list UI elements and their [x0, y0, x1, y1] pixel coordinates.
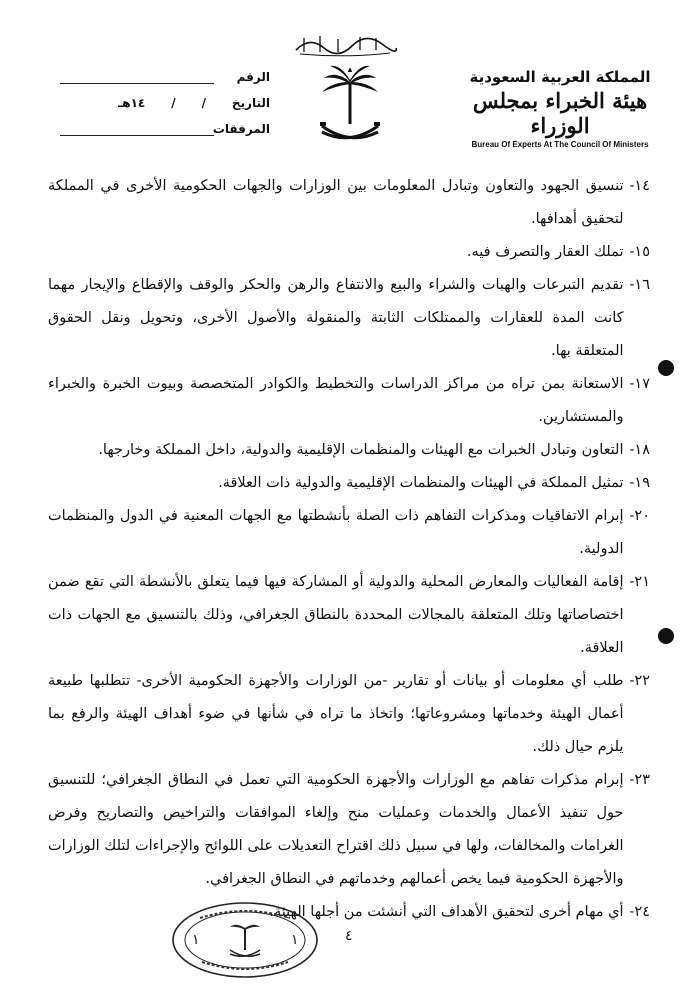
list-item — [48, 368, 650, 434]
date-separator-1: / — [201, 96, 206, 110]
list-item — [48, 896, 650, 929]
attachments-row — [40, 122, 270, 148]
item-number: ١٥- — [629, 244, 650, 260]
item-text: إقامة الفعاليات والمعارض المحلية والدولية أو المشاركة فيها فيما يتعلق بالأنشطة التي تقع ضمن اختصاصاتها وتلك المتعلقة بالمجالات المحددة بالنطاق الجغرافي، وذلك بالتنسيق مع الجهات ذات العلاقة. — [48, 574, 624, 656]
list-item — [48, 467, 650, 500]
attachments-line — [60, 135, 214, 136]
list-item — [48, 665, 650, 764]
item-number: ١٦- — [629, 277, 650, 293]
hole-punch-mark — [658, 360, 674, 376]
list-item — [48, 566, 650, 665]
organization-name: هيئة الخبراء بمجلس الوزراء — [472, 88, 648, 138]
organization-name-english: Bureau Of Experts At The Council Of Ministers — [471, 140, 649, 149]
country-name: المملكة العربية السعودية — [469, 68, 651, 86]
item-number: ٢٠- — [629, 508, 650, 524]
item-text: أي مهام أخرى لتحقيق الأهداف التي أنشئت من أجلها الهيئة. — [269, 904, 624, 920]
item-number: ١٤- — [629, 178, 650, 194]
reference-line — [60, 83, 214, 84]
official-seal-stamp — [170, 900, 320, 980]
svg-text:١: ١ — [192, 932, 200, 948]
palm-swords-emblem-icon — [318, 62, 382, 148]
svg-text:١: ١ — [291, 932, 299, 948]
item-text: تمثيل المملكة في الهيئات والمنظمات الإقليمية والدولية ذات العلاقة. — [218, 475, 624, 491]
list-item — [48, 434, 650, 467]
list-item — [48, 236, 650, 269]
item-text: الاستعانة بمن تراه من مراكز الدراسات والتخطيط والكوادر المتخصصة وبيوت الخبرة والخبراء والمستشارين. — [48, 376, 624, 425]
date-row — [40, 96, 270, 122]
item-text: التعاون وتبادل الخبرات مع الهيئات والمنظمات الإقليمية والدولية، داخل المملكة وخارجها. — [98, 442, 624, 458]
hole-punch-mark — [658, 628, 674, 644]
item-text: تملك العقار والتصرف فيه. — [466, 244, 624, 260]
item-number: ٢٤- — [629, 904, 650, 920]
date-label: التاريخ — [231, 96, 270, 110]
organization-letterhead — [460, 68, 660, 149]
date-separator-2: / — [171, 96, 176, 110]
date-value — [118, 96, 206, 110]
item-number: ١٩- — [629, 475, 650, 491]
document-meta-fields — [40, 70, 270, 148]
item-number: ١٨- — [629, 442, 650, 458]
list-item — [48, 764, 650, 896]
reference-number-row — [40, 70, 270, 96]
item-text: تقديم التبرعات والهبات والشراء والبيع والانتفاع والرهن والحكر والوقف والإقطاع والإيجار مهما كانت المدة للعقارات والممتلكات الثابتة والمنقولة والأصول الأخرى، وتحويل ونقل الحقوق المتعلقة بها. — [48, 277, 624, 359]
item-text: تنسيق الجهود والتعاون وتبادل المعلومات بين الوزارات والجهات الحكومية الأخرى في المملكة لتحقيق أهدافها. — [48, 178, 624, 227]
item-number: ٢٢- — [629, 673, 650, 689]
item-text: طلب أي معلومات أو بيانات أو تقارير -من الوزارات والأجهزة الحكومية الأخرى- تتطلبها طبيعة أعمال الهيئة وخدماتها ومشروعاتها؛ واتخاذ ما تراه في شأنها في ضوء أهداف الهيئة والرفع بما يلزم حيال ذلك. — [48, 673, 624, 755]
list-item — [48, 500, 650, 566]
item-number: ٢١- — [629, 574, 650, 590]
item-text: إبرام مذكرات تفاهم مع الوزارات والأجهزة الحكومية التي تعمل في النطاق الجغرافي؛ للتنسيق حول تنفيذ الأعمال والخدمات وعمليات منح وإلغاء الموافقات والتراخيص والتصاريح وفرض الغرامات والمخالفات، ولها في سبيل ذلك اقتراح التعديلات على اللوائح والإجراءات لتلك الوزارات والأجهزة الحكومية فيما يخص أعمالهم وخدماتهم في النطاق الجغرافي. — [48, 772, 624, 887]
list-item — [48, 170, 650, 236]
reference-label: الرقم — [236, 70, 270, 84]
item-number: ١٧- — [629, 376, 650, 392]
document-body — [48, 170, 650, 929]
page-number: ٤ — [345, 928, 353, 944]
attachments-label: المرفقات — [212, 122, 270, 136]
date-year-suffix: ١٤هـ — [118, 96, 146, 110]
list-item — [48, 269, 650, 368]
basmala-calligraphy — [290, 30, 400, 58]
item-number: ٢٣- — [629, 772, 650, 788]
item-text: إبرام الاتفاقيات ومذكرات التفاهم ذات الصلة بأنشطتها مع الجهات المعنية في الدول والمنظمات الدولية. — [48, 508, 624, 557]
